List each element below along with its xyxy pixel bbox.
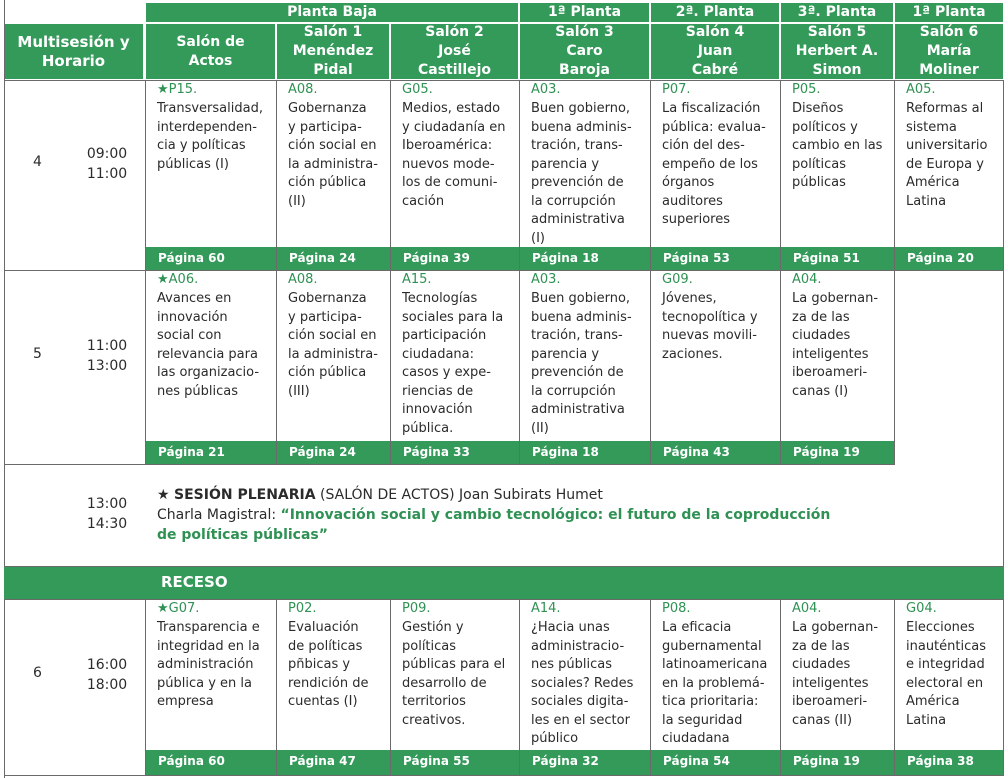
session-title-line: políticas — [792, 156, 847, 172]
session-title-line: La gobernan- — [792, 620, 879, 635]
room-header-line: Cabré — [691, 62, 739, 78]
room-header-line: Salón 4 — [685, 24, 745, 40]
session-title-line: Iberoamérica: — [402, 138, 493, 153]
page-reference[interactable]: Página 43 — [651, 441, 780, 464]
session-title-line: ción pública — [288, 365, 367, 380]
session-code: G04. — [906, 601, 937, 616]
session-title-line: creativos. — [402, 712, 466, 728]
grid-line — [650, 81, 651, 270]
grid-line — [519, 81, 520, 270]
session-title-line: nes públicas — [157, 383, 238, 399]
session-title — [662, 619, 776, 749]
session-title-line: Medios, estado — [402, 101, 501, 116]
session-title-line: innovación — [402, 402, 473, 417]
session-title-line: zaciones. — [662, 346, 723, 362]
plenary-line — [157, 505, 977, 525]
session-title-line: ciudadana — [662, 731, 730, 746]
page-reference[interactable]: Página 54 — [651, 750, 780, 775]
page-reference[interactable]: Página 47 — [277, 750, 390, 775]
page-reference[interactable]: Página 20 — [895, 247, 1004, 270]
session-title-line: de Europa y — [906, 156, 984, 172]
grid-line — [145, 600, 146, 775]
session-title-line: nes públicas — [531, 657, 612, 672]
floor-header: 2ª. Planta — [651, 3, 779, 22]
session-title — [288, 290, 386, 401]
session-title — [792, 290, 890, 401]
session-title-line: parencia y — [531, 346, 600, 362]
grid-line — [390, 600, 391, 775]
session-code: A04. — [792, 272, 822, 287]
session-title-line: América — [906, 694, 960, 709]
session-title-line: cia y políticas — [157, 138, 246, 153]
time-line: 11:00 — [86, 338, 128, 354]
block-number: 6 — [33, 665, 42, 681]
grid-line — [519, 600, 520, 775]
session-title-line: Avances en — [157, 291, 232, 306]
session-title-line: la corrupción — [531, 383, 616, 399]
page-reference[interactable]: Página 24 — [277, 441, 390, 464]
session-title-line: Evaluación — [288, 620, 359, 635]
session-title-line: Tecnologías — [402, 291, 478, 306]
session-title-line: buena adminis- — [531, 119, 632, 135]
session-title-line: Transversalidad, — [157, 101, 263, 116]
session-title-line: territorios — [402, 694, 466, 709]
session-title-line: (II) — [531, 420, 549, 436]
session-title-line: Gobernanza — [288, 291, 367, 306]
session-title-line: innovación — [157, 309, 228, 325]
session-title-line: las organizacio- — [157, 365, 260, 380]
grid-line — [4, 270, 1004, 271]
session-title-line: administración — [157, 657, 254, 672]
session-title — [157, 290, 272, 401]
session-title-line: Diseños — [792, 101, 844, 116]
grid-line — [4, 599, 1004, 600]
session-title-line: políticas — [402, 638, 457, 654]
floor-header: 1ª Planta — [520, 3, 649, 22]
session-title-line: auditores — [662, 193, 723, 209]
session-title-line: sociales? Redes — [531, 675, 634, 691]
session-title — [402, 290, 515, 438]
grid-line — [1003, 80, 1004, 775]
session-title-line: la seguridad — [662, 712, 743, 728]
block-number: 5 — [33, 346, 42, 362]
corner-header — [4, 24, 143, 79]
talk-prefix: Charla Magistral: — [157, 507, 281, 523]
session-title-line: ción pública — [288, 175, 367, 190]
session-title — [662, 100, 776, 230]
session-title — [288, 100, 386, 211]
grid-line — [276, 271, 277, 464]
room-header-line: Juan — [697, 43, 733, 59]
session-code: P09. — [402, 601, 431, 616]
session-title — [531, 290, 646, 438]
session-title-line: América — [906, 175, 960, 190]
room-header-line: Simon — [812, 62, 862, 78]
session-title-line: la corrupción — [531, 193, 616, 209]
session-code: A08. — [288, 272, 318, 287]
session-title-line: ciudadana: — [402, 346, 475, 362]
session-title — [402, 100, 515, 211]
session-code: G09. — [662, 272, 693, 287]
plenary-location: (SALÓN DE ACTOS) — [315, 487, 460, 503]
grid-line — [780, 600, 781, 775]
session-title-line: políticos y — [792, 119, 858, 135]
session-title-line: pública: evalua- — [662, 119, 766, 135]
plenary-time — [82, 494, 132, 534]
session-code: A14. — [531, 601, 561, 616]
session-title-line: prevención de — [531, 365, 624, 380]
session-title-line: Gestión y — [402, 620, 464, 635]
receso-bar: RECESO — [4, 567, 1004, 599]
grid-line — [390, 81, 391, 270]
session-title-line: integridad en la — [157, 638, 260, 654]
room-header-line: Caro — [566, 43, 603, 59]
grid-line — [894, 81, 895, 270]
session-code: P02. — [288, 601, 317, 616]
session-code: A05. — [906, 82, 936, 97]
session-title — [792, 100, 890, 193]
block-time — [82, 144, 132, 184]
time-line: 14:30 — [86, 516, 128, 532]
room-header-line: Salón 2 — [425, 24, 484, 40]
session-title-line: iberoameri- — [792, 365, 868, 380]
session-title-line: riencias de — [402, 383, 474, 399]
session-title-line: empresa — [157, 694, 214, 709]
session-title — [906, 619, 1000, 730]
session-title-line: órganos — [662, 175, 715, 190]
session-title-line: e integridad — [906, 657, 985, 672]
grid-line — [4, 464, 894, 465]
floor-header: Planta Baja — [146, 3, 518, 22]
session-title-line: cambio en las — [792, 138, 883, 153]
session-title — [531, 100, 646, 248]
grid-line — [390, 271, 391, 464]
session-title-line: La fiscalización — [662, 101, 761, 116]
session-code: A04. — [792, 601, 822, 616]
block-time — [82, 655, 132, 695]
session-title-line: y ciudadanía en — [402, 119, 506, 135]
corner-header-line: Multisesión y — [17, 32, 130, 51]
session-title — [662, 290, 776, 364]
room-header-line: Moliner — [919, 62, 979, 78]
grid-line — [894, 600, 895, 775]
session-title-line: tración, trans- — [531, 138, 623, 153]
session-title-line: pública. — [402, 420, 454, 436]
page-reference[interactable]: Página 18 — [520, 247, 650, 270]
session-title-line: Gobernanza — [288, 101, 367, 116]
page-reference[interactable]: Página 60 — [146, 750, 276, 775]
star-icon: ★ — [157, 487, 175, 503]
floor-header: 3ª. Planta — [781, 3, 893, 22]
session-title-line: ciudades — [792, 657, 851, 672]
talk-title: de políticas públicas” — [157, 527, 328, 543]
session-title-line: (III) — [288, 383, 310, 399]
grid-line — [780, 271, 781, 464]
time-line: 13:00 — [86, 496, 128, 512]
room-header-line: Salón de — [176, 33, 245, 50]
session-title-line: electoral en — [906, 675, 984, 691]
page-reference[interactable]: Página 18 — [520, 441, 650, 464]
session-title-line: y participa- — [288, 119, 362, 135]
session-title-line: empeño de los — [662, 156, 758, 172]
time-line: 11:00 — [86, 166, 128, 182]
session-title-line: administracio- — [531, 638, 625, 654]
page-reference[interactable]: Página 19 — [781, 441, 894, 464]
grid-line — [780, 81, 781, 270]
plenary-line — [157, 485, 977, 505]
block-number: 4 — [33, 154, 42, 170]
plenary-label: SESIÓN PLENARIA — [174, 487, 316, 503]
grid-line — [276, 600, 277, 775]
session-title-line: inauténticas — [906, 638, 986, 654]
session-code: A15. — [402, 272, 432, 287]
session-title — [402, 619, 515, 730]
session-title-line: relevancia para — [157, 346, 258, 362]
session-title-line: tecnopolítica y — [662, 309, 758, 325]
session-title-line: Latina — [906, 193, 947, 209]
room-header-line: Actos — [188, 52, 233, 69]
room-header — [651, 24, 779, 79]
session-title-line: tica prioritaria: — [662, 694, 759, 709]
page-reference[interactable]: Página 55 — [391, 750, 519, 775]
session-title-line: públicas — [792, 175, 846, 190]
time-line: 16:00 — [86, 657, 128, 673]
page-reference[interactable]: Página 39 — [391, 247, 519, 270]
room-header-line: Castillejo — [417, 62, 492, 78]
session-title-line: rendición de — [288, 675, 369, 691]
session-title-line: los de comuni- — [402, 175, 498, 190]
session-title-line: pública y en la — [157, 675, 252, 691]
session-title-line: za de las — [792, 638, 850, 654]
session-code: ★P15. — [157, 82, 198, 97]
room-header-line: Pidal — [313, 62, 353, 78]
session-title-line: Latina — [906, 712, 947, 728]
session-code: P08. — [662, 601, 691, 616]
page-reference[interactable]: Página 21 — [146, 441, 276, 464]
session-title-line: sistema — [906, 119, 957, 135]
session-title-line: sociales para la — [402, 309, 504, 325]
grid-line — [894, 271, 895, 465]
time-line: 09:00 — [86, 146, 128, 162]
session-title-line: ción del des- — [662, 138, 745, 153]
session-title-line: cación — [402, 193, 445, 209]
room-header — [895, 24, 1003, 79]
session-title-line: Transparencia e — [157, 620, 260, 635]
grid-line — [145, 271, 146, 464]
session-title-line: en la problemá- — [662, 675, 765, 691]
room-header-line: José — [438, 43, 471, 59]
block-time — [82, 336, 132, 376]
session-title-line: sociales digita- — [531, 694, 629, 709]
session-title-line: ción social en — [288, 138, 377, 153]
session-title-line: la administra- — [288, 156, 378, 172]
session-title-line: y participa- — [288, 309, 362, 325]
session-title-line: Elecciones — [906, 620, 975, 635]
session-title-line: La gobernan- — [792, 291, 879, 306]
room-header-line: Baroja — [559, 62, 610, 78]
grid-line — [650, 600, 651, 775]
session-code: G05. — [402, 82, 433, 97]
session-title-line: (II) — [288, 193, 306, 209]
session-title-line: participación — [402, 328, 487, 343]
session-title-line: nuevas movili- — [662, 328, 757, 343]
room-header — [520, 24, 649, 79]
grid-line — [4, 80, 1004, 81]
session-title-line: universitario — [906, 138, 988, 153]
session-title-line: inteligentes — [792, 675, 869, 691]
session-title-line: les en el sector — [531, 712, 630, 728]
session-title-line: públicas (I) — [157, 156, 229, 172]
page-reference[interactable]: Página 51 — [781, 247, 894, 270]
session-title-line: administrativa — [531, 212, 625, 227]
session-title — [531, 619, 646, 749]
session-code: ★G07. — [157, 601, 200, 616]
grid-line — [650, 271, 651, 464]
page-reference[interactable]: Página 53 — [651, 247, 780, 270]
session-title-line: canas (II) — [792, 712, 853, 728]
grid-line — [145, 81, 146, 270]
plenary-line — [157, 525, 977, 545]
session-title-line: gubernamental — [662, 638, 762, 654]
session-title-line: inteligentes — [792, 346, 869, 362]
session-title-line: tración, trans- — [531, 328, 623, 343]
grid-line — [4, 0, 5, 778]
grid-line — [519, 271, 520, 464]
session-title-line: superiores — [662, 212, 731, 227]
session-title-line: nuevos mode- — [402, 156, 495, 172]
room-header-line: María — [926, 43, 972, 59]
session-title — [792, 619, 890, 730]
room-header-line: Menéndez — [292, 43, 374, 59]
page-reference[interactable]: Página 60 — [146, 247, 276, 270]
session-title-line: ción social en — [288, 328, 377, 343]
session-title-line: la administra- — [288, 346, 378, 362]
session-title-line: de políticas — [288, 638, 363, 654]
session-title-line: pñbicas y — [288, 657, 351, 672]
session-title-line: Buen gobierno, — [531, 101, 631, 116]
session-title-line: social con — [157, 328, 222, 343]
room-header — [146, 24, 275, 79]
session-title — [288, 619, 386, 712]
room-header — [781, 24, 893, 79]
room-header — [277, 24, 389, 79]
session-title-line: desarrollo de — [402, 675, 487, 691]
room-header-line: Salón 5 — [807, 24, 867, 40]
session-title-line: público — [531, 731, 579, 746]
session-title-line: casos y expe- — [402, 365, 491, 380]
corner-header-line: Horario — [41, 51, 106, 70]
session-code: P05. — [792, 82, 821, 97]
session-title-line: parencia y — [531, 156, 600, 172]
session-title-line: ciudades — [792, 328, 851, 343]
session-title — [906, 100, 1000, 211]
room-header — [391, 24, 518, 79]
session-code: A03. — [531, 82, 561, 97]
session-title-line: canas (I) — [792, 383, 849, 399]
session-code: ★A06. — [157, 272, 199, 287]
time-line: 18:00 — [86, 677, 128, 693]
plenary-speaker: Joan Subirats Humet — [459, 487, 603, 503]
session-code: A08. — [288, 82, 318, 97]
floor-header: 1ª Planta — [895, 3, 1003, 22]
room-header-line: Salón 6 — [919, 24, 979, 40]
session-title-line: prevención de — [531, 175, 624, 190]
session-title-line: latinoamericana — [662, 657, 768, 672]
session-title — [157, 619, 272, 712]
grid-line — [276, 81, 277, 270]
session-title-line: ¿Hacia unas — [531, 620, 610, 635]
session-code: A03. — [531, 272, 561, 287]
session-title-line: (I) — [531, 230, 545, 246]
session-code: P07. — [662, 82, 691, 97]
session-title — [157, 100, 272, 174]
room-header-line: Salón 1 — [303, 24, 363, 40]
talk-title: “Innovación social y cambio tecnológico: el futuro de la coproducción — [280, 507, 831, 523]
grid-line — [4, 775, 1004, 776]
session-title-line: La eficacia — [662, 620, 732, 635]
session-title-line: za de las — [792, 309, 850, 325]
page-reference[interactable]: Página 19 — [781, 750, 894, 775]
room-header-line: Salón 3 — [555, 24, 614, 40]
session-title-line: Buen gobierno, — [531, 291, 631, 306]
session-title-line: públicas para el — [402, 657, 506, 672]
session-title-line: buena adminis- — [531, 309, 632, 325]
session-title-line: interdependen- — [157, 119, 257, 135]
page-reference[interactable]: Página 24 — [277, 247, 390, 270]
page-reference[interactable]: Página 38 — [895, 750, 1004, 775]
session-title-line: administrativa — [531, 402, 625, 417]
page-reference[interactable]: Página 32 — [520, 750, 650, 775]
page-reference[interactable]: Página 33 — [391, 441, 519, 464]
session-title-line: iberoameri- — [792, 694, 868, 709]
session-title-line: Jóvenes, — [662, 291, 717, 306]
time-line: 13:00 — [86, 358, 128, 374]
session-title-line: cuentas (I) — [288, 694, 358, 709]
room-header-line: Herbert A. — [795, 43, 879, 59]
session-title-line: Reformas al — [906, 101, 984, 116]
plenary-session — [157, 485, 977, 545]
